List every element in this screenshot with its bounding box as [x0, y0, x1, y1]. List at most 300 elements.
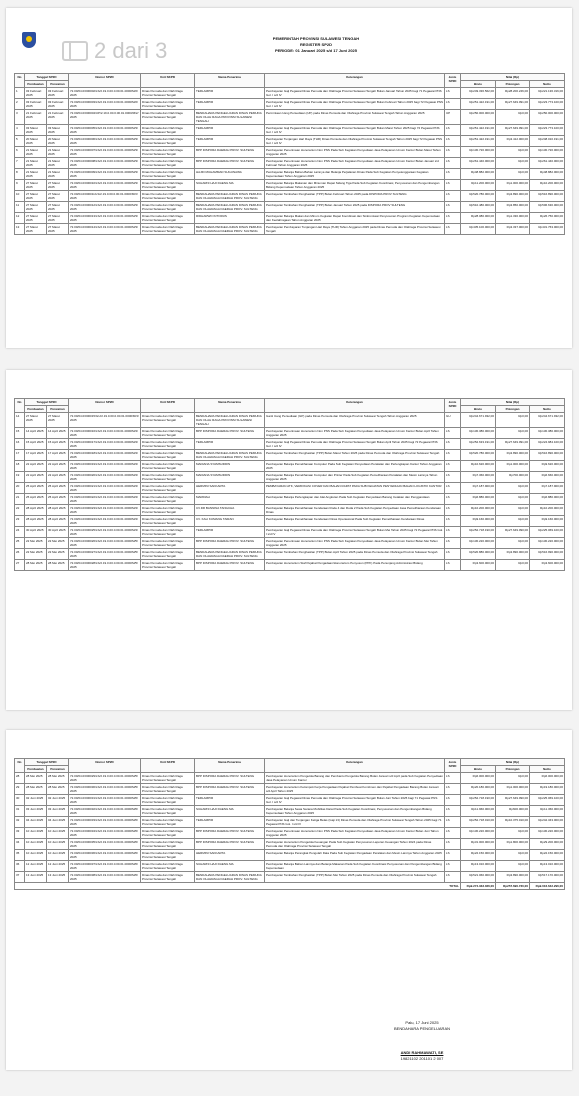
table-row — [15, 147, 565, 158]
cell-nama-penerima: MADIANA SYAMSUDDIN — [195, 461, 265, 472]
cell-no: 30 — [15, 795, 25, 806]
table-body — [15, 413, 565, 571]
cell-keterangan: Pembayaran Belanja Makan dan Minum Kegiatan Rapat Koordinasi dan Sinkronisasi Penyusunan Program Kegiatan Kepemudaan dan Keolahragaan Tahun Anggaran 2025 — [265, 213, 445, 224]
cell-netto: Rp130.220.000,00 — [530, 538, 565, 549]
table-row — [15, 88, 565, 99]
cell-keterangan: Pembayaran Belanja Bahan Lainnya dan Belanja Makanan Pada Sub Kegiatan Koordinasi Penyusunan dan Pengembangan Bidang Kepemudaan — [265, 861, 445, 872]
cell-bruto: Rp22.150.000,00 — [461, 850, 496, 861]
cell-jenis: LS — [445, 773, 461, 784]
cell-tanggal-pembuatan: 10 Juni 2025 — [25, 850, 47, 861]
cell-tanggal-pencairan: 25 April 2025 — [47, 494, 69, 505]
table-row — [15, 850, 565, 861]
cell-keterangan: Pembayaran Penerimaan Honorarium Non PNS Pada Sub Kegiatan Penyediaan Jasa Pelayanan Umum Kantor Bulan April Tahun Anggaran 2025 — [265, 428, 445, 439]
cell-potongan: Rp1.800.000,00 — [496, 839, 530, 850]
table-row — [15, 202, 565, 213]
cell-unit-skpd: Dinas Pemuda dan Olah Raga Provinsi Sulawesi Tengah — [141, 202, 195, 213]
cell-potongan: Rp0,00 — [496, 516, 530, 527]
cell-keterangan: Pembayaran Belanja Sewa Sarana Mobilitas Darat Pada Sub Kegiatan Koordinasi, Penyusunan dan Pengembangan Bidang Kepemudaan Tahun Anggaran 2025 — [265, 806, 445, 817]
cell-tanggal-pencairan: 25 April 2025 — [47, 483, 69, 494]
cell-nomor-sp2d: 72.00/04.0/000007/LS/2.19.0.00.0.00.01.0000/M/3/2025 — [69, 147, 141, 158]
cell-nama-penerima: RIDHARWO INTORUS — [195, 213, 265, 224]
header-row-1 — [15, 399, 565, 406]
cell-jenis: LS — [445, 527, 461, 538]
cell-keterangan: Pembayaran Gaji Pegawai Dinas Pemuda dan Olahraga Provinsi Sulawesi Tengah Bulan Februari Tahun 2025 bagi 72 Pegawai PNS Gol. I s/d IV — [266, 100, 444, 108]
page-indicator-text: 2 dari 3 — [94, 38, 168, 63]
cell-bruto: Rp521.060.000,00 — [461, 872, 496, 883]
cell-netto: Rp223.773.100,00 — [530, 99, 565, 110]
cell-bruto: Rp249.336.562,00 — [461, 88, 496, 99]
cell-bruto: Rp9.160.000,00 — [461, 516, 496, 527]
cell-keterangan: Ganti Uang Persediaan (GP) pada Dinas Pemuda dan Olahraga Provinsi Sulawesi Tengah Tahun Anggaran 2025 — [265, 413, 445, 428]
header-line-1: PEMERINTAH PROVINSI SULAWESI TENGAH — [272, 36, 360, 41]
cell-nama-penerima: BENDAHARA PENGELUARAN DINAS PEMUDA DAN OLAH RAGA PROVINSI SULAWESI TENGAH — [195, 413, 265, 428]
cell-tanggal-pembuatan: 03 Februari 2025 — [25, 88, 47, 99]
cell-unit-skpd: Dinas Pemuda dan Olah Raga Provinsi Sulawesi Tengah — [141, 560, 195, 571]
cell-no: 19 — [15, 472, 25, 483]
cell-keterangan: Pembayaran Tambahan Penghasilan (TPP) Bulan Maret Tahun 2025 pada Dinas Pemuda dan Olahraga Provinsi Sulawesi Tengah — [265, 450, 445, 461]
cell-nama-penerima: BPP DISPORA DAERAH PROV. SULTENG — [195, 773, 265, 784]
cell-nama-penerima: SUHARNI HAJI DAENG MA — [195, 180, 265, 191]
cell-no: 1 — [15, 88, 25, 99]
header-row-1 — [15, 74, 565, 81]
cell-netto: Rp6.660.000,00 — [530, 472, 565, 483]
cell-tanggal-pencairan: 15 April 2025 — [47, 439, 69, 450]
page-indicator-badge — [62, 38, 167, 64]
cell-nomor-sp2d: 72.00/04.0/000006/LS/2.19.0.00.0.00.01.0000/M/3/2025 — [69, 136, 141, 147]
table-row — [15, 136, 565, 147]
cell-keterangan: Pembayaran Tambahan Penghasilan (TPP) Bulan April Tahun 2025 pada Dinas Pemuda dan Olahraga Provinsi Sulawesi Tengah — [265, 549, 445, 560]
col-header-tanggal: Tanggal SP2D — [25, 74, 69, 81]
cell-tanggal-pembuatan: 22 April 2025 — [25, 472, 47, 483]
cell-keterangan: Pembayaran Gaji Pegawai Dinas Pemuda dan Olahraga Provinsi Sulawesi Tengah Bulan Juni Tahun 2025 bagi 71 Pegawai PNS Gol. I s/d IV — [265, 795, 445, 806]
cell-bruto: Rp252.718.010,00 — [461, 817, 496, 828]
col-header-unit: Unit SKPD — [141, 759, 195, 773]
cell-nama-penerima: BENDAHARA PENGELUARAN DINAS PEMUDA DAN OLAHRAGA DAERAH PROV. SULTENG — [195, 549, 265, 560]
cell-unit-skpd: Dinas Pemuda dan Olah Raga Provinsi Sulawesi Tengah — [141, 795, 195, 806]
cell-netto: Rp130.720.000,00 — [530, 147, 565, 158]
cell-no: 5 — [15, 136, 25, 147]
cell-no: 29 — [15, 784, 25, 795]
cell-no: 18 — [15, 461, 25, 472]
cell-tanggal-pencairan: 21 Maret 2025 — [47, 169, 69, 180]
cell-keterangan: Pembayaran Penerimaan Honorarium Non PNS Pada Sub Kegiatan Penyediaan Jasa Pelayanan Umum Kantor Bulan Mei Tahun Anggaran 2025 — [265, 538, 445, 549]
cell-tanggal-pencairan: 14 April 2025 — [47, 428, 69, 439]
cell-tanggal-pencairan: 03 Juni 2025 — [47, 806, 69, 817]
table-row — [15, 773, 565, 784]
cell-netto: Rp516.890.000,00 — [530, 450, 565, 461]
cell-bruto: Rp251.422.191,00 — [461, 125, 496, 136]
cell-unit-skpd: Dinas Pemuda dan Olah Raga Provinsi Sulawesi Tengah — [141, 773, 195, 784]
cell-jenis: LS — [445, 213, 461, 224]
cell-keterangan: Permintaan Uang Persediaan (UP) pada Dinas Pemuda dan Olahraga Provinsi Sulawesi Tengah Tahun Anggaran 2025 — [265, 110, 445, 125]
cell-jenis: LS — [445, 549, 461, 560]
cell-no: 4 — [15, 125, 25, 136]
cell-nama-penerima: BENDAHARA PENGELUARAN DINAS PEMUDA DAN OLAHRAGA DAERAH PROV. SULTENG — [195, 202, 265, 213]
cell-nomor-sp2d: 72.00/04.0/000025/LS/2.19.0.00.0.00.01.0000/M/4/2025 — [69, 527, 141, 538]
cell-tanggal-pencairan: 28 Mei 2025 — [47, 560, 69, 571]
cell-netto: Rp506.630.000,00 — [530, 202, 565, 213]
cell-jenis: LS — [445, 861, 461, 872]
cell-tanggal-pencairan: 21 Maret 2025 — [47, 158, 69, 169]
table-body — [15, 773, 565, 883]
cell-nomor-sp2d: 72.00/04.0/000038/LS/2.19.0.00.0.00.01.0000/M/6/2025 — [69, 872, 141, 883]
cell-netto: Rp6.880.000,00 — [530, 494, 565, 505]
total-netto: Rp9.016.642.296,00 — [530, 883, 565, 890]
cell-tanggal-pencairan: 27 Maret 2025 — [47, 224, 69, 235]
col-header-nomor: Nomor SP2D — [69, 759, 141, 773]
cell-no: 37 — [15, 872, 25, 883]
cell-no: 6 — [15, 147, 25, 158]
cell-netto: Rp242.343.000,00 — [530, 817, 565, 828]
cell-nama-penerima: TERLAMPIR — [195, 795, 265, 806]
cell-bruto: Rp130.220.000,00 — [461, 828, 496, 839]
cell-tanggal-pencairan: 28 Mei 2025 — [47, 773, 69, 784]
cell-potongan: Rp600.000,00 — [496, 806, 530, 817]
cell-tanggal-pembuatan: 27 Maret 2025 — [25, 180, 47, 191]
cell-unit-skpd: Dinas Pemuda dan Olah Raga Provinsi Sulawesi Tengah — [141, 99, 195, 110]
table-row — [15, 817, 565, 828]
cell-bruto: Rp10.620.000,00 — [461, 461, 496, 472]
table-row — [15, 461, 565, 472]
cell-bruto: Rp13.010.000,00 — [461, 861, 496, 872]
cell-unit-skpd: Dinas Pemuda dan Olah Raga Provinsi Sulawesi Tengah — [141, 450, 195, 461]
cell-nama-penerima: BPP DISPORA DAERAH PROV. SULTENG — [195, 784, 265, 795]
cell-potongan: Rp3.890.000,00 — [496, 549, 530, 560]
cell-nama-penerima: BPP DISPORA DAERAH PROV. SULTENG — [195, 828, 265, 839]
cell-tanggal-pembuatan: 27 Maret 2025 — [25, 213, 47, 224]
cell-no: 15 — [15, 428, 25, 439]
cell-no: 7 — [15, 158, 25, 169]
cell-no: 17 — [15, 450, 25, 461]
cell-nama-penerima: BENDAHARA PENGELUARAN DINAS PEMUDA DAN OLAHRAGA DAERAH PROV. SULTENG — [195, 224, 265, 235]
cell-unit-skpd: Dinas Pemuda dan Olah Raga Provinsi Sulawesi Tengah — [141, 158, 195, 169]
cell-netto: Rp9.620.000,00 — [530, 461, 565, 472]
cell-keterangan: Pembayaran Gaji Pegawai Dinas Pemuda dan Olahraga Provinsi Sulawesi Tengah Bulan Mei Tahun 2025 bagi 72 Pegawai PNS Gol. I s/d IV — [266, 528, 444, 536]
cell-bruto: Rp520.880.000,00 — [461, 549, 496, 560]
cell-tanggal-pencairan: 21 Februari 2025 — [47, 110, 69, 125]
cell-tanggal-pembuatan: 27 Maret 2025 — [25, 413, 47, 428]
cell-jenis: LS — [445, 88, 461, 99]
cell-tanggal-pencairan: 27 Maret 2025 — [47, 191, 69, 202]
cell-no: 14 — [15, 413, 25, 428]
cell-bruto: Rp130.220.000,00 — [461, 538, 496, 549]
cell-no: 36 — [15, 861, 25, 872]
signature-role: BENDAHARA PENGELUARAN — [393, 1026, 450, 1031]
cell-tanggal-pencairan: 22 Mei 2025 — [47, 538, 69, 549]
cell-bruto: Rp11.960.000,00 — [461, 806, 496, 817]
col-header-jenis: Jenis SP2D — [445, 399, 461, 413]
cell-no: 8 — [15, 169, 25, 180]
cell-nomor-sp2d: 72.00/04.0/000010/LS/2.19.0.00.0.00.01.0000/M/3/2025 — [69, 180, 141, 191]
register-table-page-1 — [14, 73, 565, 235]
cell-no: 28 — [15, 773, 25, 784]
cell-potongan: Rp3.337.000,00 — [496, 224, 530, 235]
cell-potongan: Rp1.000.000,00 — [496, 180, 530, 191]
cell-no: 26 — [15, 549, 25, 560]
cell-potongan: Rp10.375.010,00 — [496, 817, 530, 828]
cell-keterangan: Pembayaran Honorarium Pengelola Keuangan Pada Sub Kegiatan Penyusunan Laporan Keuangan Tahun 2024 pada Dinas Pemuda dan Olahraga Provinsi Sulawesi Tengah — [265, 839, 445, 850]
cell-netto: Rp48.882.000,00 — [530, 169, 565, 180]
cell-tanggal-pembuatan: 17 April 2025 — [25, 450, 47, 461]
cell-tanggal-pencairan: 22 April 2025 — [47, 472, 69, 483]
cell-keterangan: Pembayaran Tambahan Penghasilan (TPP) Bulan Februari Tahun 2025 pada DISPORA PROV SULTENG — [265, 191, 445, 202]
table-row — [15, 483, 565, 494]
cell-potongan: Rp0,00 — [496, 494, 530, 505]
cell-netto: Rp130.220.000,00 — [530, 828, 565, 839]
cell-jenis: LS — [445, 784, 461, 795]
cell-keterangan: Pembayaran Gaji Pegawai Dinas Pemuda dan Olahraga Provinsi Sulawesi Tengah Bulan April Tahun 2025 bagi 72 Pegawai PNS Gol. I s/d IV — [265, 439, 445, 450]
cell-jenis: LS — [445, 125, 461, 136]
cell-unit-skpd: Dinas Pemuda dan Olah Raga Provinsi Sulawesi Tengah — [141, 806, 195, 817]
cell-unit-skpd: Dinas Pemuda dan Olah Raga Provinsi Sulawesi Tengah — [141, 136, 195, 147]
cell-unit-skpd: Dinas Pemuda dan Olah Raga Provinsi Sulawesi Tengah — [141, 110, 195, 125]
cell-jenis: LS — [445, 839, 461, 850]
cell-unit-skpd: Dinas Pemuda dan Olah Raga Provinsi Sulawesi Tengah — [141, 461, 195, 472]
total-potongan: Rp257.690.730,00 — [496, 883, 530, 890]
cell-tanggal-pencairan: 27 Maret 2025 — [47, 180, 69, 191]
cell-jenis: LS — [445, 428, 461, 439]
cell-potongan: Rp0,00 — [496, 147, 530, 158]
table-header — [15, 399, 565, 413]
cell-nama-penerima: SUHARNI HAJI DAENG MA — [195, 861, 265, 872]
cell-nama-penerima: CV. KALI KUMANG TAIRAN — [195, 516, 265, 527]
cell-unit-skpd: Dinas Pemuda dan Olah Raga Provinsi Sulawesi Tengah — [141, 494, 195, 505]
cell-potongan: Rp0,00 — [496, 169, 530, 180]
cell-nomor-sp2d: 72.00/04.0/000035/LS/2.19.0.00.0.00.01.0000/M/6/2025 — [69, 839, 141, 850]
cell-bruto: Rp435.100.000,00 — [461, 224, 496, 235]
cell-keterangan: Pembayaran Pembayaran Tunjangan Hari Raya (THR) Tahun Anggaran 2025 pada Dinas Pemuda dan Olahraga Provinsi Sulawesi Tengah — [265, 224, 445, 235]
cell-tanggal-pencairan: 02 Juni 2025 — [47, 795, 69, 806]
cell-keterangan: Pembayaran Honorarium Pengelola Barang dan Pembantu Pengelola Barang Bulan Januari s/d April pada Sub Kegiatan Penyediaan Jasa Pelayanan Umum Kantor — [266, 774, 443, 782]
cell-nama-penerima: TERLAMPIR — [195, 99, 265, 110]
cell-jenis: LS — [445, 224, 461, 235]
col-header-pembuatan: Pembuatan — [25, 81, 47, 88]
cell-no: 31 — [15, 806, 25, 817]
cell-keterangan: Pembayaran Penerimaan Honorarium Non PNS Pada Sub Kegiatan Penyediaan Jasa Pelayanan Umum Kantor Bulan Maret Tahun Anggaran 2025 — [265, 147, 445, 158]
cell-keterangan: Pembayaran Belanja Perlengkapan dan Alat Angkutan Pada Sub Kegiatan Penyediaan Barang Cetakan dan Penggandaan — [265, 494, 445, 505]
table-row — [15, 169, 565, 180]
col-header-pembuatan: Pembuatan — [25, 766, 47, 773]
cell-jenis: LS — [445, 202, 461, 213]
cell-netto: Rp19.180.000,00 — [530, 784, 565, 795]
col-header-keterangan: Keterangan — [265, 399, 445, 413]
cell-tanggal-pencairan: 03 Maret 2025 — [47, 125, 69, 136]
cell-jenis: LS — [445, 850, 461, 861]
cell-tanggal-pembuatan: 22 Mei 2025 — [25, 538, 47, 549]
cell-no: 12 — [15, 213, 25, 224]
cell-nomor-sp2d: 72.00/04.0/000033/LS/2.19.0.00.0.00.01.0000/M/6/2025 — [69, 817, 141, 828]
cell-no: 27 — [15, 560, 25, 571]
col-header-unit: Unit SKPD — [141, 74, 195, 88]
cell-tanggal-pembuatan: 28 Mei 2025 — [25, 784, 47, 795]
cell-unit-skpd: Dinas Pemuda dan Olah Raga Provinsi Sulawesi Tengah — [141, 88, 195, 99]
cell-tanggal-pencairan: 28 Mei 2025 — [47, 784, 69, 795]
col-header-pencairan: Pencairan — [47, 406, 69, 413]
cell-netto: Rp516.890.000,00 — [530, 191, 565, 202]
table-row — [15, 450, 565, 461]
cell-tanggal-pencairan: 22 Mei 2025 — [47, 549, 69, 560]
cell-unit-skpd: Dinas Pemuda dan Olah Raga Provinsi Sulawesi Tengah — [141, 839, 195, 850]
cell-unit-skpd: Dinas Pemuda dan Olah Raga Provinsi Sulawesi Tengah — [141, 784, 195, 795]
cell-unit-skpd: Dinas Pemuda dan Olah Raga Provinsi Sulawesi Tengah — [141, 125, 195, 136]
document-header — [206, 36, 426, 54]
cell-nomor-sp2d: 72.00/04.0/000037/LS/2.19.0.00.0.00.01.0000/M/6/2025 — [69, 861, 141, 872]
cell-nama-penerima: BPP DISPORA DAERAH PROV. SULTENG — [195, 147, 265, 158]
cell-no: 3 — [15, 110, 25, 125]
cell-keterangan: Pembayaran Belanja Pemeliharaan Kendaraan Roda 4 dan Roda 2 Pada Sub Kegiatan Penyediaan Jasa Pemeliharaan Kendaraan Dinas — [265, 505, 445, 516]
cell-netto: Rp11.360.000,00 — [530, 806, 565, 817]
cell-potongan: Rp0,00 — [496, 560, 530, 571]
signature-block — [362, 1020, 482, 1062]
cell-unit-skpd: Dinas Pemuda dan Olah Raga Provinsi Sulawesi Tengah — [141, 483, 195, 494]
cell-potongan: Rp27.649.090,00 — [496, 795, 530, 806]
cell-potongan: Rp27.649.091,00 — [496, 439, 530, 450]
total-label: TOTAL — [15, 883, 461, 890]
cell-tanggal-pencairan: 17 April 2025 — [47, 450, 69, 461]
cell-nomor-sp2d: 72.00/04.0/000028/LS/2.19.0.00.0.00.01.0000/M/5/2025 — [69, 560, 141, 571]
cell-nama-penerima: BENDAHARA PENGELUARAN DINAS PEMUDA DAN OLAHRAGA DAERAH PROV. SULTENG — [195, 191, 265, 202]
cell-bruto: Rp6.880.000,00 — [461, 494, 496, 505]
cell-netto: Rp3.600.000,00 — [530, 560, 565, 571]
total-bruto: Rp9.274.333.026,00 — [461, 883, 496, 890]
col-header-jenis: Jenis SP2D — [445, 74, 461, 88]
cell-nomor-sp2d: 72.00/04.0/000031/LS/2.19.0.00.0.00.01.0000/M/6/2025 — [69, 795, 141, 806]
cell-unit-skpd: Dinas Pemuda dan Olah Raga Provinsi Sulawesi Tengah — [141, 828, 195, 839]
document-page-1 — [6, 8, 572, 348]
cell-nomor-sp2d: 72.00/04.0/000023/LS/2.19.0.00.0.00.01.0000/M/4/2025 — [69, 505, 141, 516]
cell-potongan: Rp27.649.091,00 — [496, 125, 530, 136]
col-header-penerima: Nama Penerima — [195, 759, 265, 773]
cell-nomor-sp2d: 72.00/04.0/000003/LS/2.19.0.00.0.00.01.0000/M/2/2025 — [69, 99, 141, 110]
cell-potongan: Rp3.890.000,00 — [496, 872, 530, 883]
cell-nama-penerima: HERMINI SAKKARTA — [195, 850, 265, 861]
cell-netto: Rp9.160.000,00 — [530, 516, 565, 527]
col-header-nomor: Nomor SP2D — [69, 74, 141, 88]
cell-jenis: LS — [445, 147, 461, 158]
cell-tanggal-pencairan: 27 Maret 2025 — [47, 202, 69, 213]
cell-unit-skpd: Dinas Pemuda dan Olah Raga Provinsi Sulawesi Tengah — [141, 850, 195, 861]
cell-no: 2 — [15, 99, 25, 110]
cell-jenis: LS — [445, 99, 461, 110]
cell-bruto: Rp3.600.000,00 — [461, 560, 496, 571]
cell-nomor-sp2d: 72.00/04.0/000008/LS/2.19.0.00.0.00.01.0000/M/3/2025 — [69, 158, 141, 169]
cell-bruto: Rp20.180.000,00 — [461, 784, 496, 795]
col-header-bruto: Bruto — [461, 766, 496, 773]
cell-no: 20 — [15, 483, 25, 494]
cell-potongan: Rp0,00 — [496, 773, 530, 784]
cell-no: 16 — [15, 439, 25, 450]
cell-potongan: Rp27.649.090,00 — [496, 527, 530, 538]
col-header-pembuatan: Pembuatan — [25, 406, 47, 413]
col-header-penerima: Nama Penerima — [195, 74, 265, 88]
cell-jenis: LS — [445, 472, 461, 483]
cell-tanggal-pencairan: 03 Februari 2025 — [47, 99, 69, 110]
cell-jenis: LS — [445, 538, 461, 549]
table-row — [15, 839, 565, 850]
cell-tanggal-pembuatan: 25 April 2025 — [25, 494, 47, 505]
cell-nomor-sp2d: 72.00/04.0/000014/LS/2.19.0.00.0.00.01.0000/M/3/2025 — [69, 224, 141, 235]
signature-place-date: Palu, 17 Juni 2025 — [405, 1020, 439, 1025]
table-body — [15, 88, 565, 235]
cell-bruto: Rp251.422.191,00 — [461, 99, 496, 110]
cell-unit-skpd: Dinas Pemuda dan Olah Raga Provinsi Sulawesi Tengah — [141, 527, 195, 538]
cell-potongan: Rp27.649.091,00 — [496, 99, 530, 110]
cell-bruto: Rp28.080.000,00 — [461, 213, 496, 224]
col-header-nilai: Nilai (Rp) — [461, 399, 565, 406]
cell-nomor-sp2d: 72.00/04.0/000017/LS/2.19.0.00.0.00.01.0000/M/4/2025 — [69, 439, 141, 450]
cell-keterangan: Pembayaran Gaji dan Tunjangan Ketiga Belas (Gaji 13) Dinas Pemuda dan Olahraga Provinsi Sulawesi Tengah Tahun 2025 bagi 71 Pegawai PNS Gol. I s/d IV — [265, 817, 445, 828]
cell-nomor-sp2d: 72.00/04.0/000022/LS/2.19.0.00.0.00.01.0000/M/4/2025 — [69, 494, 141, 505]
col-header-potongan: Potongan — [496, 406, 530, 413]
cell-keterangan: Pembayaran Penerimaan Honorarium Non PNS Pada Sub Kegiatan Penyediaan Jasa Pelayanan Umum Kantor Bulan Januari s/d Februari Tahun Anggaran 2025 — [265, 158, 445, 169]
cell-nomor-sp2d: 72.00/04.0/000036/LS/2.19.0.00.0.00.01.0000/M/6/2025 — [69, 850, 141, 861]
cell-keterangan: Pembayaran Belanja Bahan-Bahan Lainnya dan Belanja Perjalanan Dinas Pada Sub Kegiatan Penyelenggaraan Kegiatan Kepemudaan Tahun Anggaran 2025 — [265, 169, 445, 180]
cell-netto: Rp10.200.000,00 — [530, 180, 565, 191]
cell-nama-penerima: TERLAMPIR — [195, 136, 265, 147]
cell-tanggal-pembuatan: 03 Maret 2025 — [25, 125, 47, 136]
table-row — [15, 516, 565, 527]
cell-tanggal-pembuatan: 03 Februari 2025 — [25, 99, 47, 110]
cell-nama-penerima: TERLAMPIR — [195, 439, 265, 450]
col-header-unit: Unit SKPD — [141, 399, 195, 413]
cell-netto: Rp244.671.932,00 — [530, 413, 565, 428]
col-header-netto: Netto — [530, 406, 565, 413]
cell-tanggal-pembuatan: 28 April 2025 — [25, 505, 47, 516]
cell-potongan: Rp3.890.000,00 — [496, 450, 530, 461]
cell-nomor-sp2d: 72.00/04.0/000027/LS/2.19.0.00.0.00.01.0000/M/5/2025 — [69, 549, 141, 560]
table-row — [15, 505, 565, 516]
cell-netto: Rp517.170.000,00 — [530, 872, 565, 883]
cell-keterangan: Pembayaran Honorarium Kelompok Kerja Pengadaan Pejabat Pembuat Komitmen dan Pejabat Pengadaan Barang Bulan Januari s/d April Tahun 2025 — [265, 784, 445, 795]
cell-nama-penerima: BENDAHARA PENGELUARAN DINAS PEMUDA DAN OLAHRAGA DAERAH PROV. SULTENG — [195, 450, 265, 461]
cell-unit-skpd: Dinas Pemuda dan Olah Raga Provinsi Sulawesi Tengah — [141, 147, 195, 158]
cell-bruto: Rp7.360.000,00 — [461, 472, 496, 483]
cell-tanggal-pencairan: 10 Juni 2025 — [47, 828, 69, 839]
cell-nomor-sp2d: 72.00/04.0/000021/LS/2.19.0.00.0.00.01.0000/M/4/2025 — [69, 483, 141, 494]
col-header-penerima: Nama Penerima — [195, 399, 265, 413]
cell-nama-penerima: MARDIAH — [195, 494, 265, 505]
cell-tanggal-pembuatan: 12 Juni 2025 — [25, 861, 47, 872]
cell-nomor-sp2d: 72.00/04.0/000002/LS/2.19.0.00.0.00.01.0000/M/2/2025 — [69, 88, 141, 99]
cell-tanggal-pembuatan: 21 Maret 2025 — [25, 158, 47, 169]
cell-keterangan: Pembayaran Belanja Pemeliharaan Komputer Pada Sub Kegiatan Penyediaan Peralatan dan Perlengkapan Kantor Tahun Anggaran 2025 — [265, 461, 445, 472]
cell-jenis: LS — [445, 461, 461, 472]
cell-no: 25 — [15, 538, 25, 549]
total-row — [15, 883, 565, 890]
cell-netto: Rp250.000.000,00 — [530, 110, 565, 125]
cell-netto: Rp225.069.100,00 — [530, 527, 565, 538]
table-row — [15, 560, 565, 571]
table-row — [15, 213, 565, 224]
cell-tanggal-pembuatan: 27 Maret 2025 — [25, 202, 47, 213]
cell-nama-penerima: BPP DISPORA DAERAH PROV. SULTENG — [195, 839, 265, 850]
table-header — [15, 74, 565, 88]
cell-bruto: Rp7.187.900,00 — [461, 483, 496, 494]
cell-tanggal-pembuatan: 30 April 2025 — [25, 527, 47, 538]
cell-keterangan: Pembayaran Belanja Pemeliharaan Kendaraan Dinas Operasional Pada Sub Kegiatan Pemeliharaan Kendaraan Dinas — [265, 516, 445, 527]
cell-potongan: Rp1.000.000,00 — [496, 461, 530, 472]
cell-netto: Rp26.750.000,00 — [530, 213, 565, 224]
cell-tanggal-pembuatan: 28 Mei 2025 — [25, 773, 47, 784]
cell-tanggal-pembuatan: 03 Juni 2025 — [25, 806, 47, 817]
col-header-bruto: Bruto — [461, 406, 496, 413]
cell-tanggal-pencairan: 20 Maret 2025 — [47, 136, 69, 147]
cell-no: 35 — [15, 850, 25, 861]
cell-unit-skpd: Dinas Pemuda dan Olah Raga Provinsi Sulawesi Tengah — [141, 439, 195, 450]
col-header-nilai: Nilai (Rp) — [461, 759, 565, 766]
table-row — [15, 191, 565, 202]
cell-nama-penerima: TERLAMPIR — [195, 125, 265, 136]
